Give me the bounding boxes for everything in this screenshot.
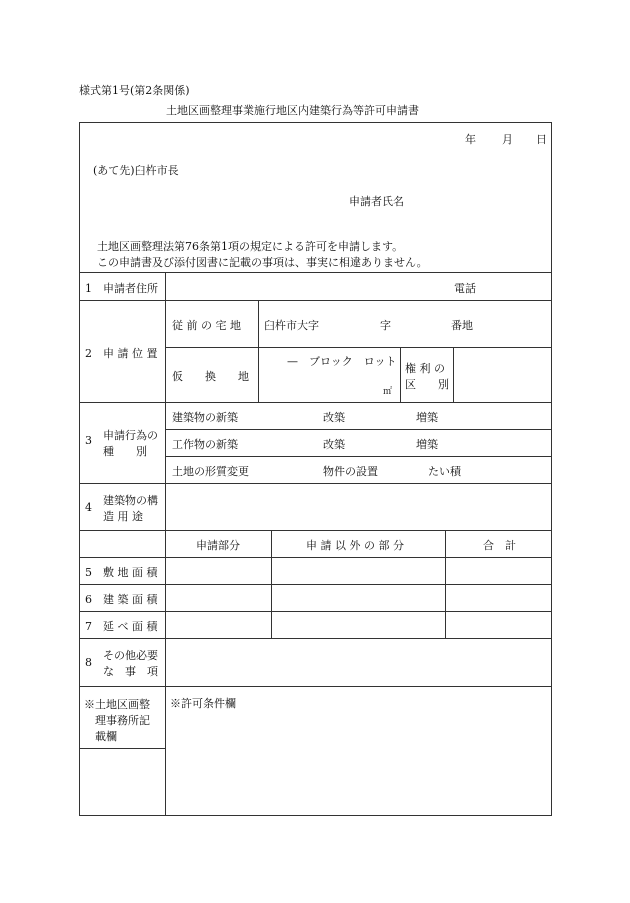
act-type-label-line2: 種 別 xyxy=(103,445,147,458)
block-lot-label: — ブロック ロット xyxy=(287,355,397,368)
statement-line-1: 土地区画整理法第76条第1項の規定による許可を申請します。 xyxy=(97,240,404,253)
applicant-address-label: 1 申請者住所 xyxy=(85,282,158,295)
office-label-line1: ※土地区画整 xyxy=(84,698,150,711)
act-type-label-line1: 申請行為の xyxy=(103,429,158,442)
area-header-applied: 申請部分 xyxy=(196,539,240,552)
area-header-total: 合 計 xyxy=(483,539,516,552)
site-area-label: 5 敷 地 面 積 xyxy=(85,566,158,579)
location-label: 2 申 請 位 置 xyxy=(85,347,158,360)
form-title: 土地区画整理事業施行地区内建築行為等許可申請書 xyxy=(166,104,419,117)
date-month-label: 月 xyxy=(502,133,513,146)
building-area-label: 6 建 築 面 積 xyxy=(85,593,158,606)
phone-label: 電話 xyxy=(454,282,476,295)
other-items-label-line2: な 事 項 xyxy=(103,665,158,678)
office-label-line2: 理事務所記 xyxy=(95,714,150,727)
area-header-other: 申 請 以 外 の 部 分 xyxy=(306,539,404,552)
floor-area-label: 7 延 べ 面 積 xyxy=(85,620,158,633)
addressee: (あて先)臼杵市長 xyxy=(93,164,179,177)
statement-line-2: この申請書及び添付図書に記載の事項は、事実に相違ありません。 xyxy=(97,256,428,269)
act-structure-new: 工作物の新築 xyxy=(172,438,238,451)
structure-number: 4 xyxy=(85,501,92,514)
act-building-rebuild: 改築 xyxy=(323,411,345,424)
structure-label-line2: 造 用 途 xyxy=(103,510,143,523)
permit-conditions-label: ※許可条件欄 xyxy=(170,697,236,710)
date-year-label: 年 xyxy=(465,133,476,146)
former-site-town: 臼杵市大字 xyxy=(264,319,319,332)
act-structure-rebuild: 改築 xyxy=(323,438,345,451)
act-type-number: 3 xyxy=(85,434,92,447)
act-building-extend: 増築 xyxy=(416,411,438,424)
rights-label-line2: 区 別 xyxy=(405,378,449,391)
former-site-label: 従 前 の 宅 地 xyxy=(172,319,241,332)
act-deposit: たい積 xyxy=(428,465,461,478)
square-meter-unit: ㎡ xyxy=(383,387,393,397)
applicant-name-label: 申請者氏名 xyxy=(349,195,404,208)
date-day-label: 日 xyxy=(536,133,547,146)
former-site-banchi: 番地 xyxy=(451,319,473,332)
act-structure-extend: 増築 xyxy=(416,438,438,451)
act-object-install: 物件の設置 xyxy=(323,465,378,478)
former-site-aza: 字 xyxy=(380,319,391,332)
act-building-new: 建築物の新築 xyxy=(172,411,238,424)
act-land-change: 土地の形質変更 xyxy=(172,465,249,478)
temp-site-label: 仮 換 地 xyxy=(172,370,249,383)
form-number: 様式第1号(第2条関係) xyxy=(79,84,190,97)
office-label-line3: 載欄 xyxy=(95,730,117,743)
rights-label-line1: 権 利 の xyxy=(405,362,445,375)
structure-label-line1: 建築物の構 xyxy=(103,494,158,507)
other-items-label-line1: その他必要 xyxy=(103,649,158,662)
other-items-number: 8 xyxy=(85,656,92,669)
